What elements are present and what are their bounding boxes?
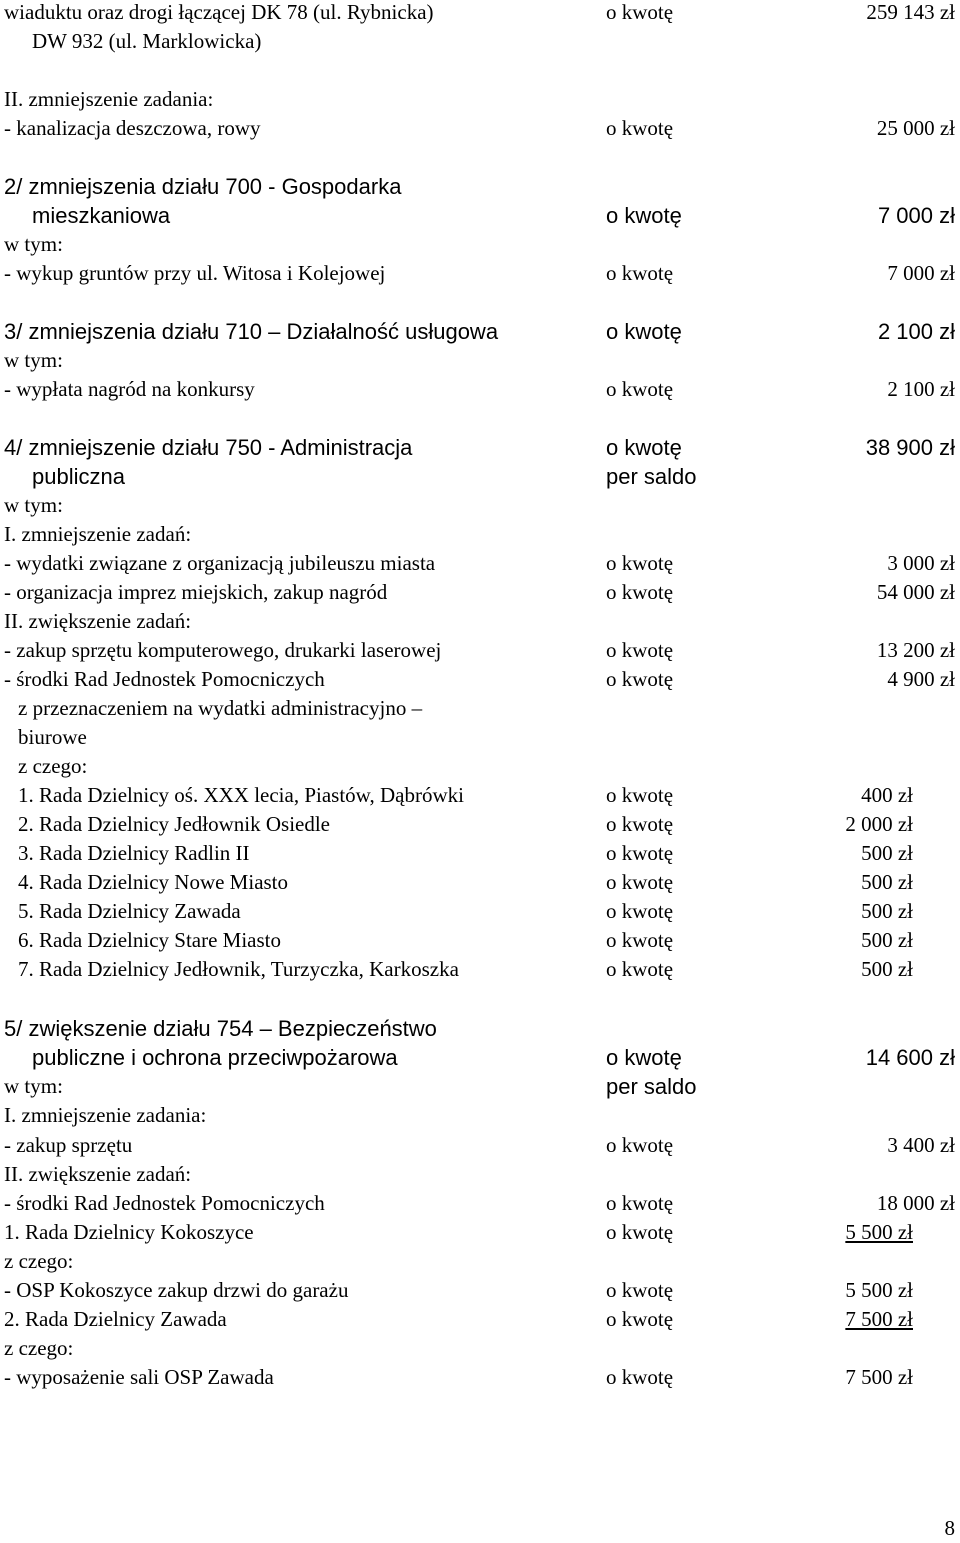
line-7	[0, 230, 960, 259]
line-text: w tym:	[4, 1074, 63, 1098]
line-kwota-label: o kwotę	[606, 580, 674, 604]
line-kwota-label: o kwotę	[606, 899, 674, 923]
line-24	[0, 781, 960, 810]
line-amount: 7 000 zł	[887, 261, 955, 285]
line-kwota-label: o kwotę	[606, 783, 674, 807]
line-41	[0, 1305, 960, 1334]
line-text: - kanalizacja deszczowa, rowy	[4, 116, 261, 140]
line-amount-underlined: 7 500 zł	[845, 1307, 913, 1331]
line-23	[0, 752, 960, 781]
line-43	[0, 1363, 960, 1392]
line-amount-underlined: 5 500 zł	[845, 1220, 913, 1244]
line-amount: 5 500 zł	[845, 1278, 913, 1302]
line-amount: 25 000 zł	[876, 116, 955, 140]
line-18	[0, 607, 960, 636]
line-amount: 54 000 zł	[876, 580, 955, 604]
line-30	[0, 955, 960, 984]
line-amount: 14 600 zł	[865, 1045, 955, 1070]
line-text: DW 932 (ul. Marklowicka)	[32, 29, 262, 53]
section-2-heading	[0, 172, 960, 201]
per-saldo-label: per saldo	[606, 464, 697, 489]
line-39	[0, 1247, 960, 1276]
line-27	[0, 868, 960, 897]
line-text: 4. Rada Dzielnicy Nowe Miasto	[18, 870, 289, 894]
line-text: - wydatki związane z organizacją jubileuszu miasta	[4, 551, 436, 575]
page-number: 8	[944, 1516, 955, 1540]
line-10	[0, 346, 960, 375]
line-amount: 7 500 zł	[845, 1365, 913, 1389]
line-kwota-label: o kwotę	[606, 377, 674, 401]
line-text: - wykup gruntów przy ul. Witosa i Kolejowej	[4, 261, 386, 285]
line-text: - wypłata nagród na konkursy	[4, 377, 255, 401]
line-1	[0, 0, 960, 27]
line-kwota-label: o kwotę	[606, 667, 674, 691]
line-text: - OSP Kokoszyce zakup drzwi do garażu	[4, 1278, 349, 1302]
line-kwota-label: o kwotę	[606, 0, 674, 24]
line-text: biurowe	[18, 725, 87, 749]
line-35	[0, 1131, 960, 1160]
line-text: I. zmniejszenie zadań:	[4, 522, 192, 546]
line-amount: 500 zł	[861, 957, 913, 981]
section-heading-text: publiczne i ochrona przeciwpożarowa	[32, 1045, 398, 1070]
line-text: z czego:	[4, 1249, 74, 1273]
line-26	[0, 839, 960, 868]
section-5-heading	[0, 1014, 960, 1043]
line-kwota-label: o kwotę	[606, 1307, 674, 1331]
line-kwota-label: o kwotę	[606, 812, 674, 836]
line-text: 3. Rada Dzielnicy Radlin II	[18, 841, 250, 865]
line-22	[0, 723, 960, 752]
section-5-heading-cont	[0, 1043, 960, 1072]
line-text: 2. Rada Dzielnicy Jedłownik Osiedle	[18, 812, 331, 836]
line-text: 1. Rada Dzielnicy Kokoszyce	[4, 1220, 254, 1244]
line-kwota-label: o kwotę	[606, 870, 674, 894]
line-text: 7. Rada Dzielnicy Jedłownik, Turzyczka, Karkoszka	[18, 957, 459, 981]
line-20	[0, 665, 960, 694]
line-34	[0, 1101, 960, 1130]
line-amount: 3 400 zł	[887, 1133, 955, 1157]
line-text: - organizacja imprez miejskich, zakup nagród	[4, 580, 388, 604]
line-text: II. zwiększenie zadań:	[4, 1162, 192, 1186]
line-kwota-label: o kwotę	[606, 1191, 674, 1215]
section-4-heading	[0, 433, 960, 462]
section-3-heading	[0, 317, 960, 346]
line-37	[0, 1189, 960, 1218]
line-text: w tym:	[4, 232, 63, 256]
line-text: II. zmniejszenie zadania:	[4, 87, 214, 111]
line-29	[0, 926, 960, 955]
line-amount: 2 000 zł	[845, 812, 913, 836]
line-text: w tym:	[4, 493, 63, 517]
section-heading-text: mieszkaniowa	[32, 203, 171, 228]
section-2-heading-cont	[0, 201, 960, 230]
line-text: z czego:	[18, 754, 88, 778]
line-kwota-label: o kwotę	[606, 841, 674, 865]
line-text: II. zwiększenie zadań:	[4, 609, 192, 633]
line-14	[0, 491, 960, 520]
line-amount: 4 900 zł	[887, 667, 955, 691]
line-11	[0, 375, 960, 404]
line-kwota-label: o kwotę	[606, 1220, 674, 1244]
line-kwota-label: o kwotę	[606, 1045, 682, 1070]
line-text: z przeznaczeniem na wydatki administracyjno –	[18, 696, 423, 720]
per-saldo-label: per saldo	[606, 1074, 697, 1099]
section-4-heading-cont	[0, 462, 960, 491]
line-kwota-label: o kwotę	[606, 638, 674, 662]
line-kwota-label: o kwotę	[606, 928, 674, 952]
line-text: z czego:	[4, 1336, 74, 1360]
line-text: 1. Rada Dzielnicy oś. XXX lecia, Piastów, Dąbrówki	[18, 783, 464, 807]
line-4	[0, 114, 960, 143]
line-text: - środki Rad Jednostek Pomocniczych	[4, 1191, 325, 1215]
line-kwota-label: o kwotę	[606, 1278, 674, 1302]
line-kwota-label: o kwotę	[606, 957, 674, 981]
line-16	[0, 549, 960, 578]
line-amount: 18 000 zł	[876, 1191, 955, 1215]
line-21	[0, 694, 960, 723]
section-heading-text: 3/ zmniejszenia działu 710 – Działalność usługowa	[4, 319, 499, 344]
line-amount: 500 zł	[861, 899, 913, 923]
line-amount: 400 zł	[861, 783, 913, 807]
line-15	[0, 520, 960, 549]
line-amount: 2 100 zł	[887, 377, 955, 401]
line-28	[0, 897, 960, 926]
line-kwota-label: o kwotę	[606, 116, 674, 140]
line-amount: 3 000 zł	[887, 551, 955, 575]
line-kwota-label: o kwotę	[606, 1133, 674, 1157]
line-19	[0, 636, 960, 665]
section-heading-text: publiczna	[32, 464, 125, 489]
line-amount: 500 zł	[861, 841, 913, 865]
line-text: wiaduktu oraz drogi łączącej DK 78 (ul. Rybnicka)	[4, 0, 434, 24]
line-text: 6. Rada Dzielnicy Stare Miasto	[18, 928, 282, 952]
line-text: I. zmniejszenie zadania:	[4, 1103, 207, 1127]
line-text: 2. Rada Dzielnicy Zawada	[4, 1307, 227, 1331]
line-amount: 500 zł	[861, 928, 913, 952]
line-text: - zakup sprzętu	[4, 1133, 133, 1157]
section-heading-text: 4/ zmniejszenie działu 750 - Administracja	[4, 435, 413, 460]
line-text: 5. Rada Dzielnicy Zawada	[18, 899, 241, 923]
line-amount: 38 900 zł	[865, 435, 955, 460]
line-text: w tym:	[4, 348, 63, 372]
line-36	[0, 1160, 960, 1189]
line-40	[0, 1276, 960, 1305]
line-amount: 500 zł	[861, 870, 913, 894]
line-kwota-label: o kwotę	[606, 319, 682, 344]
line-text: - wyposażenie sali OSP Zawada	[4, 1365, 274, 1389]
line-amount: 2 100 zł	[877, 319, 955, 344]
section-heading-text: 5/ zwiększenie działu 754 – Bezpieczeństwo	[4, 1016, 437, 1041]
line-3	[0, 85, 960, 114]
line-25	[0, 810, 960, 839]
line-kwota-label: o kwotę	[606, 435, 682, 460]
line-kwota-label: o kwotę	[606, 203, 682, 228]
line-42	[0, 1334, 960, 1363]
line-amount: 259 143 zł	[866, 0, 955, 24]
line-kwota-label: o kwotę	[606, 1365, 674, 1389]
line-17	[0, 578, 960, 607]
line-8	[0, 259, 960, 288]
line-amount: 13 200 zł	[876, 638, 955, 662]
line-text: - środki Rad Jednostek Pomocniczych	[4, 667, 325, 691]
line-kwota-label: o kwotę	[606, 551, 674, 575]
line-kwota-label: o kwotę	[606, 261, 674, 285]
line-text: - zakup sprzętu komputerowego, drukarki laserowej	[4, 638, 442, 662]
line-2	[0, 27, 960, 56]
section-heading-text: 2/ zmniejszenia działu 700 - Gospodarka	[4, 174, 402, 199]
line-33	[0, 1072, 960, 1101]
line-38	[0, 1218, 960, 1247]
line-amount: 7 000 zł	[877, 203, 955, 228]
